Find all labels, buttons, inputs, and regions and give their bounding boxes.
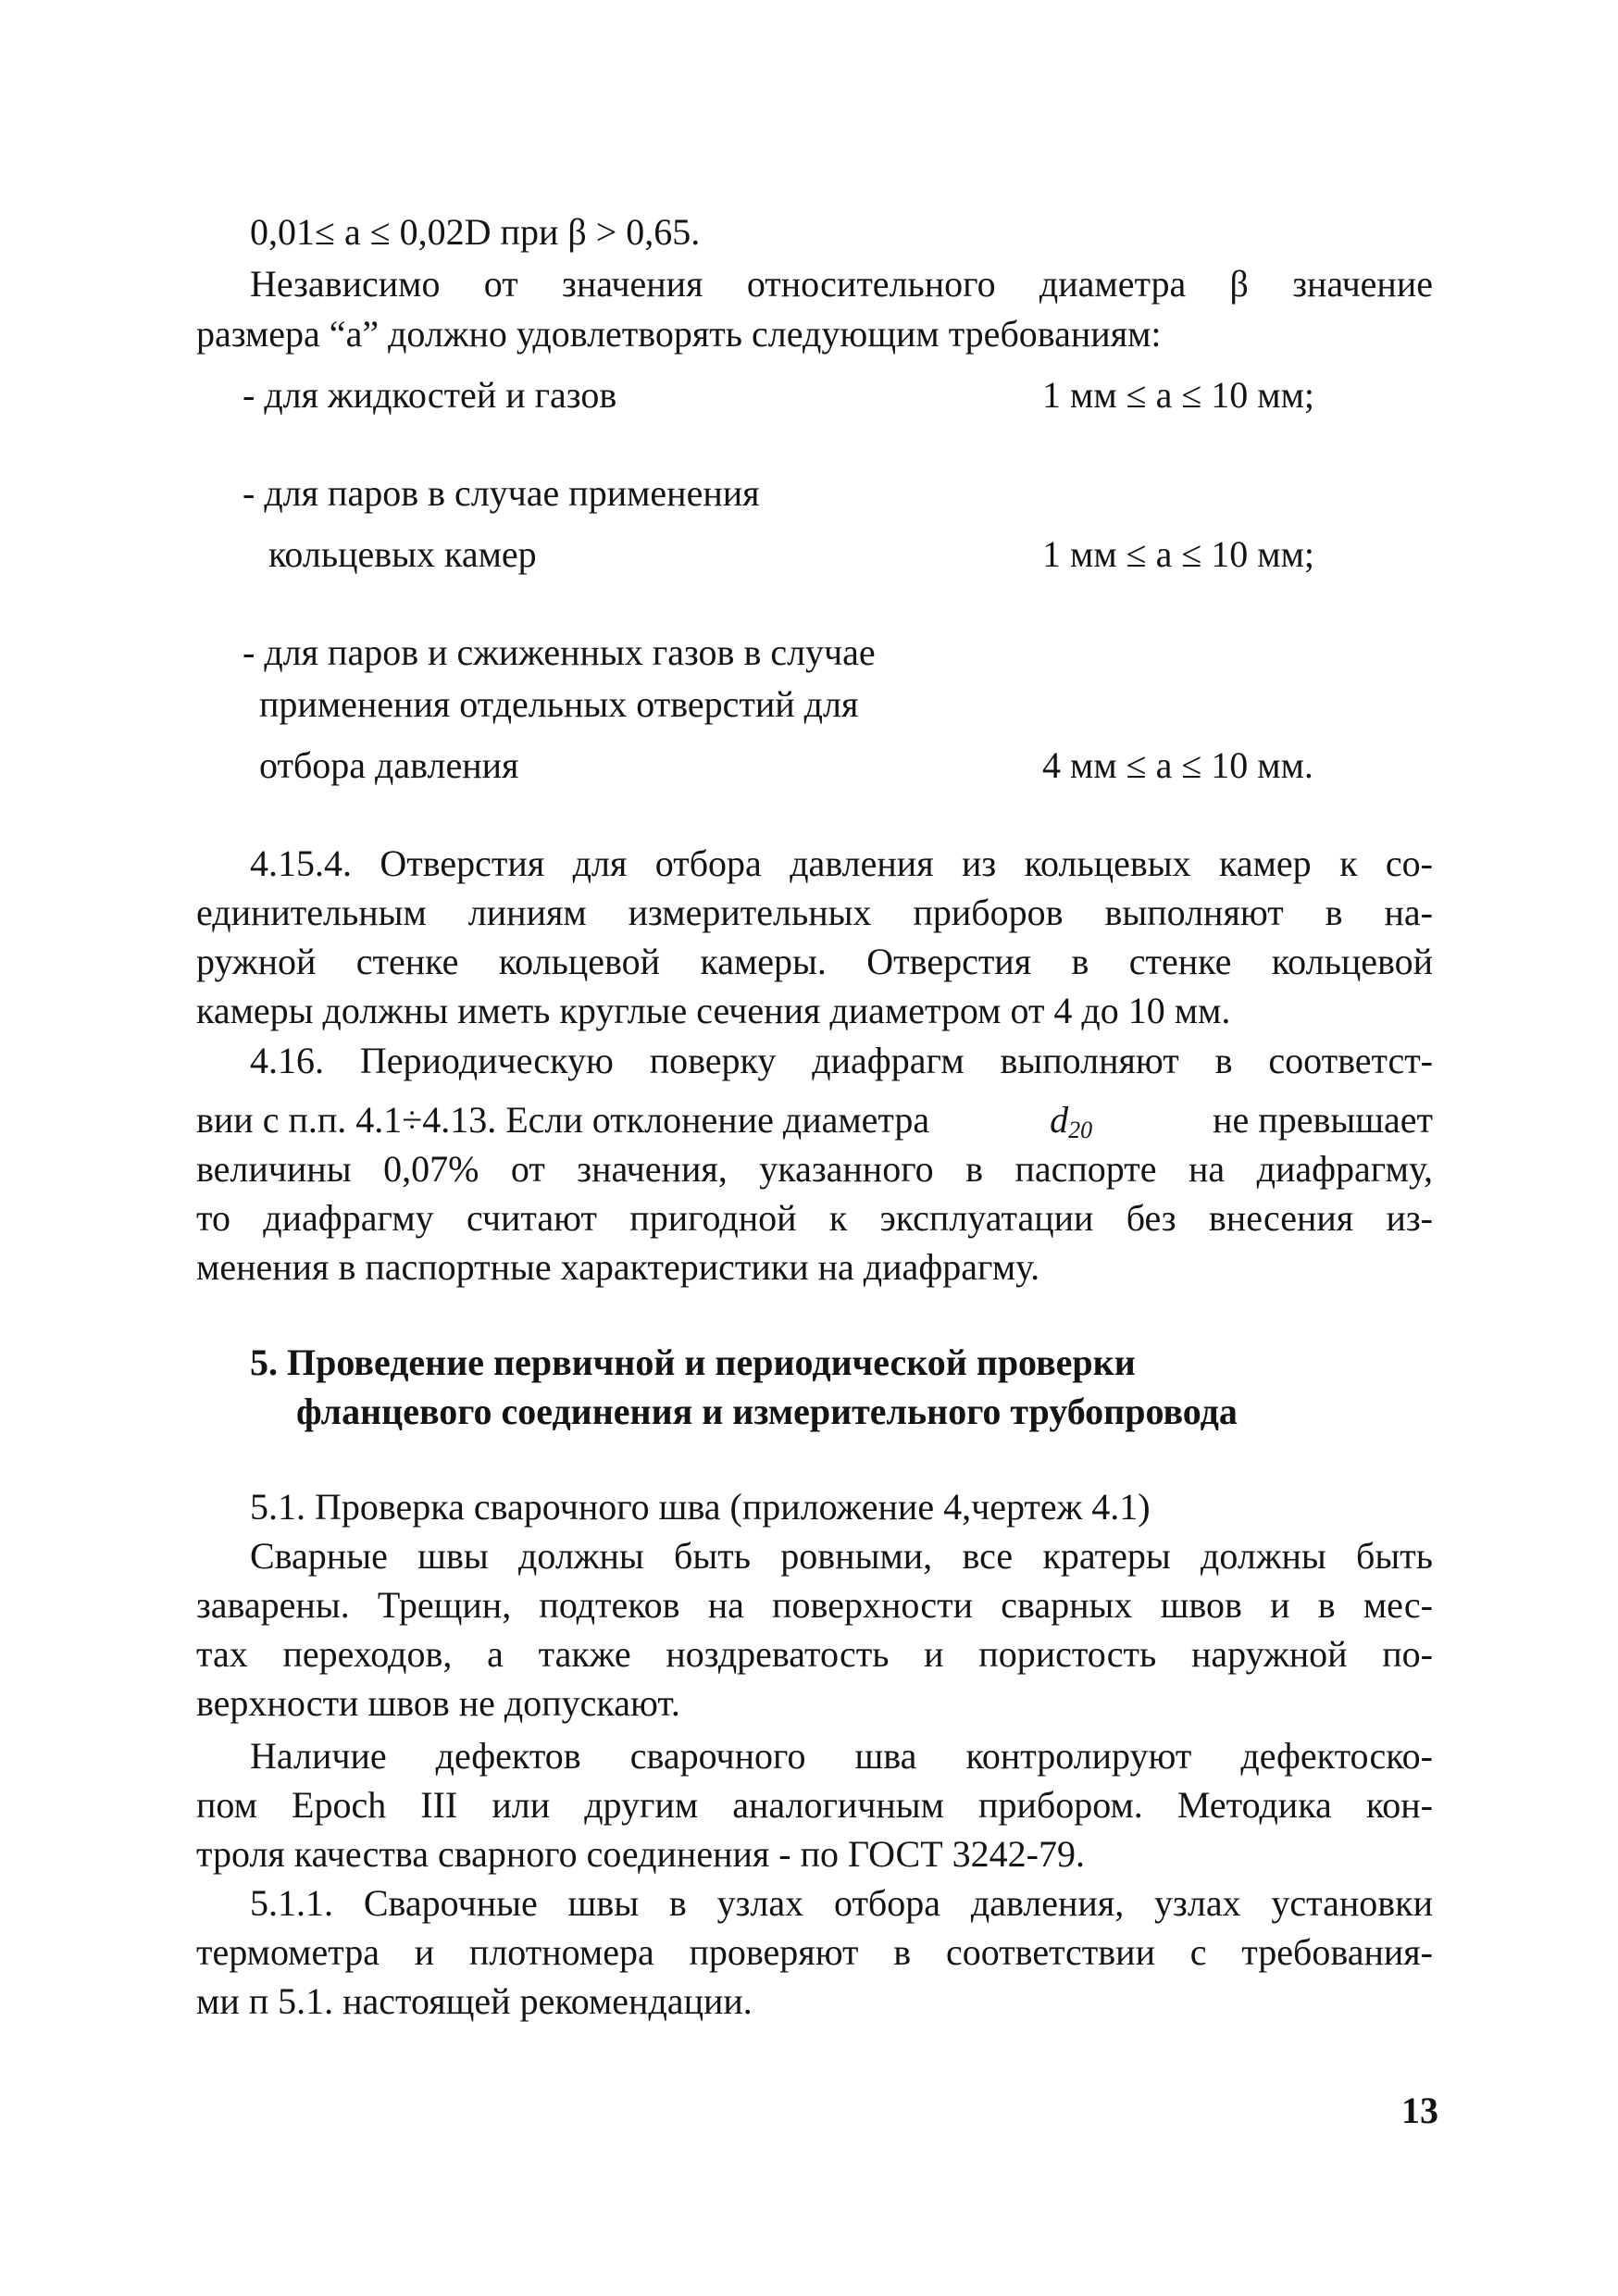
requirement-2-value: 1 мм ≤ а ≤ 10 мм;: [1042, 533, 1315, 575]
intro-formula: [250, 209, 700, 256]
para-defects-line-2: пом Epoch III или другим аналогичным прибором. Методика кон-: [196, 1784, 1433, 1826]
para-welds-line-2: заварены. Трещин, подтеков на поверхности сварных швов и в мес-: [196, 1584, 1433, 1626]
requirement-1-label: - для жидкостей и газов: [243, 374, 617, 416]
para-4-16-line-2: [196, 1097, 1433, 1148]
para-defects-line-3: троля качества сварного соединения - по ГОСТ 3242-79.: [196, 1833, 1085, 1875]
para-4-16-line-2-after: не превышает: [1213, 1099, 1433, 1141]
para-5-1: 5.1. Проверка сварочного шва (приложение 4,чертеж 4.1): [250, 1486, 1151, 1528]
para-4-15-4-line-2: единительным линиям измерительных приборов выполняют в на-: [196, 892, 1433, 933]
diameter-symbol-d: d: [1050, 1099, 1069, 1141]
para-4-16-line-3: величины 0,07% от значения, указанного в паспорте на диафрагму,: [196, 1148, 1433, 1190]
para-5-1-1-line-2: термометра и плотномера проверяют в соответствии с требования-: [196, 1931, 1433, 1973]
requirement-3-label-line-3: отбора давления: [259, 744, 519, 786]
para-4-16-line-2-before: вии с п.п. 4.1÷4.13. Если отклонение диаметра: [196, 1099, 930, 1141]
requirement-1-value: 1 мм ≤ а ≤ 10 мм;: [1042, 374, 1315, 416]
para-defects-line-1: Наличие дефектов сварочного шва контролируют дефектоско-: [250, 1735, 1433, 1777]
requirement-2-label-line-2: кольцевых камер: [268, 533, 537, 575]
requirement-3-value: 4 мм ≤ а ≤ 10 мм.: [1042, 744, 1313, 786]
para-4-16-line-4: то диафрагму считают пригодной к эксплуатации без внесения из-: [196, 1197, 1433, 1239]
independent-para-line-2: размера “а” должно удовлетворять следующим требованиям:: [196, 313, 1162, 355]
section-5-heading-line-1: 5. Проведение первичной и периодической проверки: [250, 1341, 1136, 1383]
intro-formula-text: 0,01≤ a ≤ 0,02D при β > 0,65.: [250, 211, 701, 253]
para-welds-line-1: Сварные швы должны быть ровными, все кратеры должны быть: [250, 1535, 1433, 1577]
para-4-15-4-line-4: камеры должны иметь круглые сечения диаметром от 4 до 10 мм.: [196, 990, 1231, 1031]
requirement-3-label-line-1: - для паров и сжиженных газов в случае: [243, 631, 876, 673]
diameter-subscript: 20: [1068, 1117, 1093, 1143]
para-5-1-1-line-3: ми п 5.1. настоящей рекомендации.: [196, 1980, 753, 2022]
para-5-1-1-line-1: 5.1.1. Сварочные швы в узлах отбора давления, узлах установки: [250, 1882, 1433, 1924]
para-4-15-4-line-3: ружной стенке кольцевой камеры. Отверстия в стенке кольцевой: [196, 941, 1433, 982]
para-4-15-4-line-1: 4.15.4. Отверстия для отбора давления из кольцевых камер к со-: [250, 842, 1433, 884]
page-number: 13: [1401, 2090, 1438, 2131]
para-4-16-line-5: менения в паспортные характеристики на диафрагму.: [196, 1246, 1040, 1288]
para-welds-line-4: верхности швов не допускают.: [196, 1682, 680, 1724]
requirement-2-label-line-1: - для паров в случае применения: [243, 472, 760, 514]
independent-para-line-1: Независимо от значения относительного диаметра β значение: [250, 263, 1433, 305]
section-5-heading-line-2: фланцевого соединения и измерительного трубопровода: [296, 1391, 1238, 1432]
requirement-3-label-line-2: применения отдельных отверстий для: [259, 683, 859, 725]
para-4-16-line-1: 4.16. Периодическую поверку диафрагм выполняют в соответст-: [250, 1040, 1433, 1081]
diameter-symbol: [1050, 1097, 1092, 1148]
para-welds-line-3: тах переходов, а также ноздреватость и пористость наружной по-: [196, 1633, 1433, 1675]
